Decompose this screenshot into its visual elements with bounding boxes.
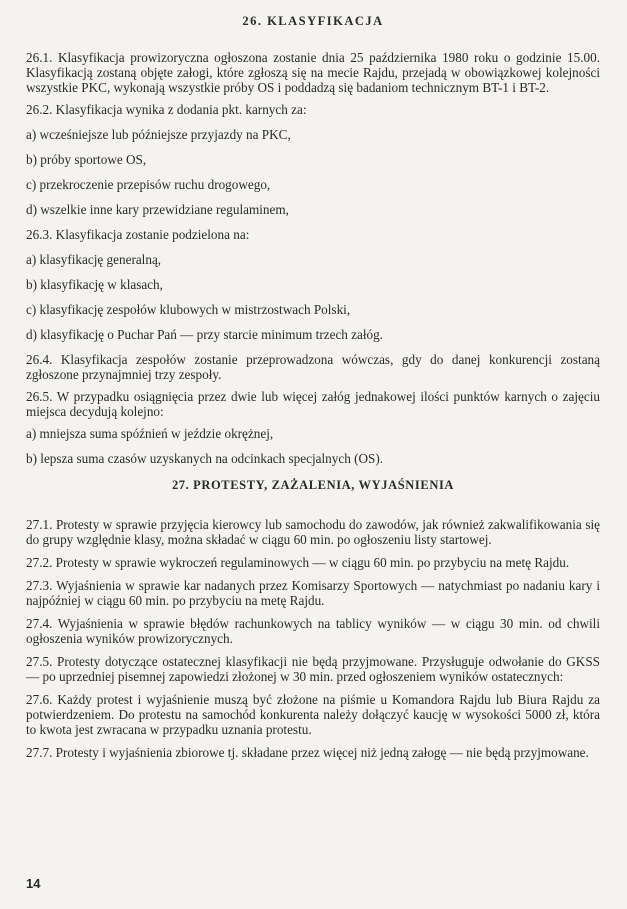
list-item-26-3-c: c) klasyfikację zespołów klubowych w mistrzostwach Polski, — [26, 302, 351, 317]
paragraph-27-1: 27.1. Protesty w sprawie przyjęcia kierowcy lub samochodu do zawodów, jak również zakwalifikowania się do grupy względnie klasy, można składać w ciągu 60 min. po ogłoszeniu listy startowej. — [26, 517, 600, 547]
paragraph-27-4: 27.4. Wyjaśnienia w sprawie błędów rachunkowych na tablicy wyników — w ciągu 30 min. od chwili ogłoszenia wyników prowizorycznych. — [26, 616, 600, 646]
paragraph-27-3: 27.3. Wyjaśnienia w sprawie kar nadanych przez Komisarzy Sportowych — natychmiast po nadaniu kary i najpóźniej w ciągu 60 min. po przybyciu na metę Rajdu. — [26, 578, 600, 608]
section-27 — [26, 478, 600, 768]
list-item-26-2-d: d) wszelkie inne kary przewidziane regulaminem, — [26, 202, 289, 217]
list-item-26-3-d: d) klasyfikację o Puchar Pań — przy starcie minimum trzech załóg. — [26, 327, 384, 342]
paragraph-26-3: 26.3. Klasyfikacja zostanie podzielona na: — [26, 227, 250, 242]
list-item-26-2-a: a) wcześniejsze lub późniejsze przyjazdy na PKC, — [26, 127, 291, 142]
paragraph-26-5: 26.5. W przypadku osiągnięcia przez dwie lub więcej załóg jednakowej ilości punktów karnych o zajęciu miejsca decydują kolejno: — [26, 389, 600, 419]
paragraph-26-2: 26.2. Klasyfikacja wynika z dodania pkt. karnych za: — [26, 102, 307, 117]
list-item-26-3-b: b) klasyfikację w klasach, — [26, 277, 163, 292]
section-26-title: 26. KLASYFIKACJA — [242, 14, 384, 28]
list-item-26-5-a: a) mniejsza suma spóźnień w jeździe okrężnej, — [26, 426, 274, 441]
list-item-26-5-b: b) lepsza suma czasów uzyskanych na odcinkach specjalnych (OS). — [26, 451, 384, 466]
page-number: 14 — [26, 876, 41, 891]
paragraph-27-2: 27.2. Protesty w sprawie wykroczeń regulaminowych — w ciągu 60 min. po przybyciu na metę Rajdu. — [26, 555, 570, 570]
paragraph-26-1: 26.1. Klasyfikacja prowizoryczna ogłoszona zostanie dnia 25 października 1980 roku o godzinie 15.00. Klasyfikacją zostaną objęte załogi, które zgłoszą się na mecie Rajdu, przejadą w obowiązkowej kolejności wszystkie PKC, wykonają wszystkie próby OS i poddadzą się badaniom technicznym BT-1 i BT-2. — [26, 50, 600, 95]
section-27-title: 27. PROTESTY, ZAŻALENIA, WYJAŚNIENIA — [171, 478, 455, 492]
section-26 — [26, 14, 600, 476]
paragraph-27-7: 27.7. Protesty i wyjaśnienia zbiorowe tj. składane przez więcej niż jedną załogę — nie będą przyjmowane. — [26, 745, 589, 760]
list-item-26-2-b: b) próby sportowe OS, — [26, 152, 147, 167]
list-item-26-3-a: a) klasyfikację generalną, — [26, 252, 162, 267]
paragraph-27-5: 27.5. Protesty dotyczące ostatecznej klasyfikacji nie będą przyjmowane. Przysługuje odwołanie do GKSS — po uprzedniej pisemnej zapowiedzi złożonej w 30 min. przed ogłoszeniem wyników ostatecznych: — [26, 654, 600, 684]
paragraph-26-4: 26.4. Klasyfikacja zespołów zostanie przeprowadzona wówczas, gdy do danej konkurencji zostaną zgłoszone przynajmniej trzy zespoły. — [26, 352, 600, 382]
list-item-26-2-c: c) przekroczenie przepisów ruchu drogowego, — [26, 177, 271, 192]
paragraph-27-6: 27.6. Każdy protest i wyjaśnienie muszą być złożone na piśmie u Komandora Rajdu lub Biura Rajdu za potwierdzeniem. Do protestu na samochód konkurenta należy dołączyć kaucję w wysokości 5000 zł, która to kwota jest zwracana w przypadku uznania protestu. — [26, 692, 600, 737]
